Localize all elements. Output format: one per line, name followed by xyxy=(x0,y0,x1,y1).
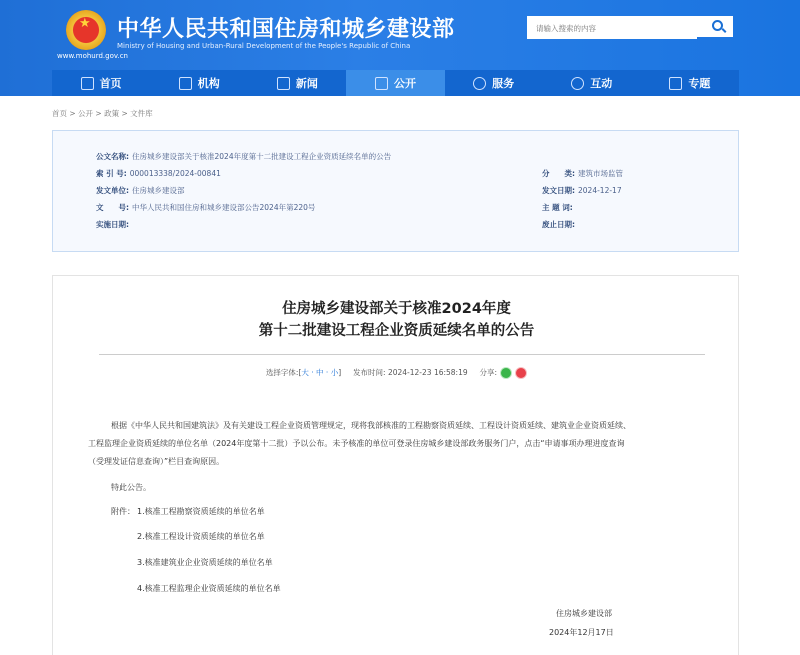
body-paragraph-line2: 工程监理企业资质延续的单位名单（2024年度第十二批）予以公布。未予核准的单位可登录住房城乡建设部政务服务门户，点击“申请事项办理进度查询 xyxy=(88,439,625,448)
user-icon xyxy=(473,77,486,90)
info-category: 分 类: 建筑市场监管 xyxy=(542,169,623,178)
font-small-button[interactable]: 小 xyxy=(330,368,339,377)
site-url: www.mohurd.gov.cn xyxy=(57,52,128,60)
site-subtitle: Ministry of Housing and Urban-Rural Development of the People's Republic of China xyxy=(117,42,411,50)
interaction-icon xyxy=(571,77,584,90)
signer: 住房城乡建设部 xyxy=(556,609,612,618)
news-icon xyxy=(277,77,290,90)
info-expiry-date: 废止日期: xyxy=(542,220,575,229)
share-label: 分享: xyxy=(479,368,498,377)
document-info-panel xyxy=(52,130,739,252)
body-paragraph-line3: （受理发证信息查询）”栏目查询原因。 xyxy=(88,457,225,466)
nav-label: 首页 xyxy=(99,77,122,90)
wechat-share-icon[interactable] xyxy=(500,367,512,379)
weibo-share-icon[interactable] xyxy=(515,367,527,379)
nav-label: 机构 xyxy=(197,77,220,90)
info-effective-date: 实施日期: xyxy=(96,220,129,229)
article-meta: 选择字体:[大 · 中 · 小] 发布时间: 2024-12-23 16:58:19 分享: xyxy=(53,367,740,379)
document-icon xyxy=(375,77,388,90)
building-icon xyxy=(179,77,192,90)
info-issue-date: 发文日期: 2024-12-17 xyxy=(542,186,622,195)
search-input[interactable] xyxy=(527,18,697,39)
publish-label: 发布时间: xyxy=(353,368,386,377)
search-box xyxy=(527,16,733,37)
national-emblem-logo[interactable] xyxy=(66,10,106,50)
breadcrumb[interactable]: 首页 > 公开 > 政策 > 文件库 xyxy=(52,109,153,118)
info-doc-name: 公文名称: 住房城乡建设部关于核准2024年度第十二批建设工程企业资质延续名单的公告 xyxy=(96,152,392,161)
home-icon xyxy=(81,77,94,90)
divider xyxy=(99,354,705,355)
nav-service[interactable] xyxy=(445,70,543,96)
info-issuer: 发文单位: 住房城乡建设部 xyxy=(96,186,185,195)
info-keywords: 主 题 词: xyxy=(542,203,573,212)
article-title-line1: 住房城乡建设部关于核准2024年度 xyxy=(282,301,511,317)
nav-public[interactable] xyxy=(346,70,444,96)
closing-text: 特此公告。 xyxy=(111,483,151,492)
attachment-link[interactable]: 1.核准工程勘察资质延续的单位名单 xyxy=(137,507,265,516)
attachment-link[interactable]: 4.核准工程监理企业资质延续的单位名单 xyxy=(137,584,281,593)
nav-label: 公开 xyxy=(393,77,416,90)
article xyxy=(52,275,739,655)
site-header xyxy=(0,0,800,96)
nav-label: 互动 xyxy=(590,77,613,90)
attachment-link[interactable]: 2.核准工程设计资质延续的单位名单 xyxy=(137,532,265,541)
nav-label: 服务 xyxy=(492,77,515,90)
info-doc-number: 文 号: 中华人民共和国住房和城乡建设部公告2024年第220号 xyxy=(96,203,316,212)
nav-news[interactable] xyxy=(248,70,346,96)
font-large-button[interactable]: 大 xyxy=(301,368,309,377)
article-title-line2: 第十二批建设工程企业资质延续名单的公告 xyxy=(258,323,535,339)
star-icon xyxy=(669,77,682,90)
sign-date: 2024年12月17日 xyxy=(549,628,614,637)
body-paragraph-line1: 根据《中华人民共和国建筑法》及有关建设工程企业资质管理规定，现将我部核准的工程勘察资质延续、工程设计资质延续、建筑业企业资质延续、 xyxy=(111,421,631,430)
main-nav xyxy=(52,70,739,96)
font-medium-button[interactable]: 中 xyxy=(316,368,324,377)
info-index: 索 引 号: 000013338/2024-00841 xyxy=(96,169,221,178)
search-icon[interactable] xyxy=(712,20,723,31)
site-title[interactable]: 中华人民共和国住房和城乡建设部 xyxy=(117,17,455,42)
nav-home[interactable] xyxy=(52,70,150,96)
nav-label: 新闻 xyxy=(295,77,318,90)
attachment-link[interactable]: 3.核准建筑业企业资质延续的单位名单 xyxy=(137,558,273,567)
attachments-label: 附件： xyxy=(111,507,135,516)
nav-topics[interactable] xyxy=(641,70,739,96)
publish-time: 2024-12-23 16:58:19 xyxy=(387,368,468,377)
nav-interaction[interactable] xyxy=(543,70,641,96)
nav-label: 专题 xyxy=(688,77,711,90)
nav-organization[interactable] xyxy=(150,70,248,96)
